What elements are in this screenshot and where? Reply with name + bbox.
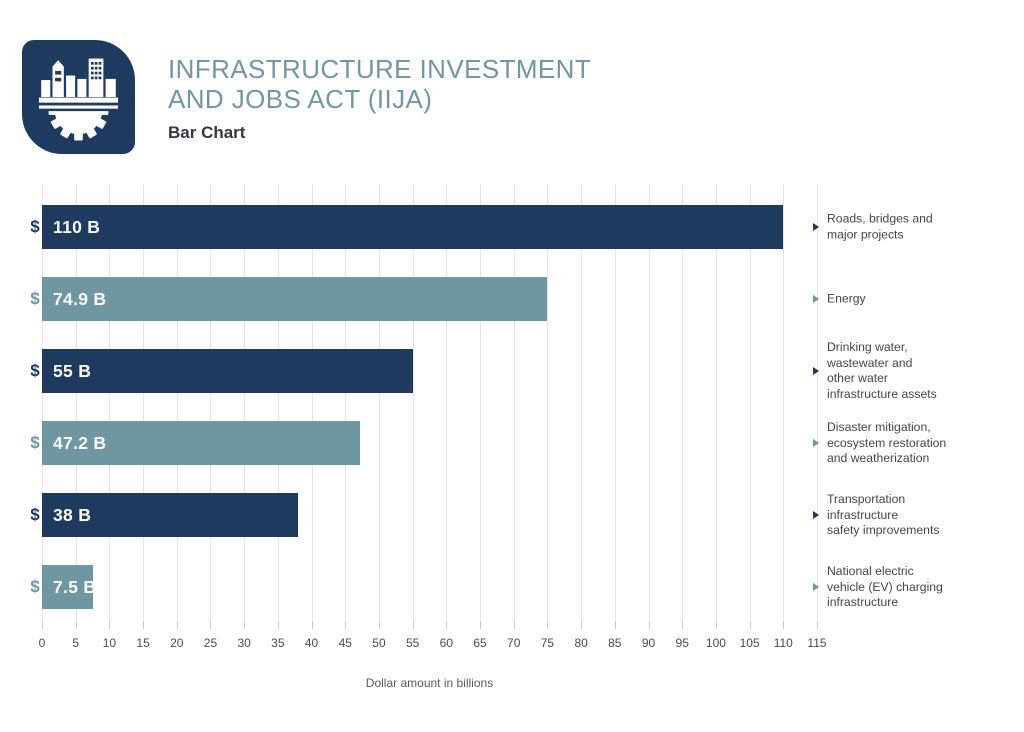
x-tick-label: 40 [304, 636, 319, 650]
category-label-line: infrastructure [827, 507, 899, 522]
x-tick-label: 80 [574, 636, 588, 650]
category-label-line: infrastructure [827, 594, 899, 609]
bar-value-label: 110 B [53, 216, 101, 237]
category-label-line: Energy [827, 291, 866, 306]
category-label-line: Disaster mitigation, [827, 419, 931, 434]
gridline [143, 184, 144, 622]
gridline [716, 184, 717, 622]
bar [42, 277, 547, 321]
category-label [827, 420, 1012, 467]
x-tick-mark [345, 622, 346, 629]
x-tick-mark [413, 622, 414, 629]
bar [42, 205, 783, 249]
x-tick-label: 100 [705, 636, 726, 650]
gridline [278, 184, 279, 622]
arrow-marker-icon [813, 367, 819, 375]
gridline [547, 184, 548, 622]
gridline [817, 184, 818, 622]
gridline [76, 184, 77, 622]
gridline [581, 184, 582, 622]
gridline [244, 184, 245, 622]
category-label-line: vehicle (EV) charging [827, 579, 943, 594]
x-tick-mark [581, 622, 582, 629]
category-label-line: Drinking water, [827, 340, 908, 354]
category-label [827, 564, 1012, 611]
x-tick-mark [109, 622, 110, 629]
gridline [649, 184, 650, 622]
page-title [168, 54, 591, 114]
category-label-line: Transportation [827, 491, 906, 506]
currency-symbol: $ [30, 217, 40, 236]
x-tick-label: 15 [136, 636, 150, 650]
gridline [312, 184, 313, 622]
x-tick-label: 90 [641, 636, 656, 650]
x-tick-label: 115 [807, 636, 827, 650]
category-label-line: safety improvements [827, 522, 940, 537]
x-tick-label: 0 [38, 636, 46, 650]
x-tick-mark [177, 622, 178, 629]
bar [42, 493, 298, 537]
bar [42, 421, 360, 465]
category-label [827, 212, 1012, 243]
x-tick-mark [649, 622, 650, 629]
x-tick-mark [750, 622, 751, 629]
currency-symbol: $ [30, 361, 40, 380]
currency-symbol: $ [30, 577, 40, 596]
x-tick-label: 110 [773, 636, 793, 650]
category-label-line: and weatherization [827, 450, 930, 465]
category-label [827, 340, 1012, 402]
x-tick-label: 5 [72, 636, 80, 650]
bar-value-label: 74.9 B [53, 288, 107, 309]
x-tick-mark [76, 622, 77, 629]
arrow-marker-icon [813, 223, 819, 231]
category-label-line: infrastructure assets [827, 386, 937, 401]
x-tick-label: 50 [372, 636, 386, 650]
category-label-line: National electric [827, 563, 914, 578]
category-label [827, 492, 1012, 539]
gridline [345, 184, 346, 622]
x-tick-label: 20 [170, 636, 184, 650]
bar-value-label: 55 B [53, 360, 92, 381]
x-tick-label: 35 [271, 636, 285, 650]
logo [22, 40, 135, 154]
gridline [446, 184, 447, 622]
gridline [615, 184, 616, 622]
x-tick-label: 65 [473, 636, 487, 650]
x-tick-mark [682, 622, 683, 629]
title-block [168, 54, 591, 143]
x-tick-mark [379, 622, 380, 629]
gridline [379, 184, 380, 622]
x-tick-label: 10 [102, 636, 117, 650]
category-label [827, 291, 1012, 307]
gridline [514, 184, 515, 622]
x-tick-mark [42, 622, 43, 629]
gridline [177, 184, 178, 622]
bar-value-label: 47.2 B [53, 432, 107, 453]
x-axis-title: Dollar amount in billions [365, 676, 494, 690]
arrow-marker-icon [813, 439, 819, 447]
x-tick-mark [480, 622, 481, 629]
category-label-line: other water [827, 371, 888, 385]
x-tick-mark [783, 622, 784, 629]
category-label-line: wastewater and [827, 355, 913, 370]
currency-symbol: $ [30, 289, 40, 308]
city-buildings-gear-icon [22, 40, 135, 154]
gridline [480, 184, 481, 622]
page-title-line2: AND JOBS ACT (IIJA) [168, 84, 433, 114]
bar [42, 565, 97, 609]
arrow-marker-icon [813, 583, 819, 591]
x-tick-label: 75 [540, 636, 555, 650]
x-tick-mark [278, 622, 279, 629]
category-label-line: ecosystem restoration [827, 435, 947, 450]
x-tick-label: 30 [237, 636, 251, 650]
page-title-line1: INFRASTRUCTURE INVESTMENT [168, 54, 592, 84]
currency-symbol: $ [30, 505, 40, 524]
x-tick-mark [244, 622, 245, 629]
bar [42, 349, 413, 393]
gridline [682, 184, 683, 622]
bar-value-label: 7.5 B [53, 576, 97, 597]
x-tick-label: 85 [608, 636, 622, 650]
gridline [109, 184, 110, 622]
x-tick-label: 55 [405, 636, 420, 650]
x-tick-mark [716, 622, 717, 629]
bar-value-label: 38 B [53, 504, 92, 525]
gridline [42, 184, 43, 622]
currency-symbol: $ [30, 433, 40, 452]
x-tick-mark [210, 622, 211, 629]
x-tick-mark [446, 622, 447, 629]
x-tick-label: 105 [739, 636, 760, 650]
category-label-line: major projects [827, 227, 904, 241]
x-tick-label: 25 [203, 636, 218, 650]
x-tick-mark [615, 622, 616, 629]
x-tick-mark [312, 622, 313, 629]
x-tick-label: 70 [507, 636, 521, 650]
x-tick-mark [817, 622, 818, 629]
arrow-marker-icon [813, 511, 819, 519]
x-tick-label: 45 [338, 636, 352, 650]
gridline [413, 184, 414, 622]
arrow-marker-icon [813, 295, 819, 303]
chart-subtitle: Bar Chart [168, 123, 246, 142]
x-tick-label: 60 [439, 636, 454, 650]
x-tick-mark [143, 622, 144, 629]
gridline [210, 184, 211, 622]
x-tick-label: 95 [675, 636, 689, 650]
x-tick-mark [514, 622, 515, 629]
gridline [750, 184, 751, 622]
gridline [783, 184, 784, 622]
x-tick-mark [547, 622, 548, 629]
category-label-line: Roads, bridges and [827, 211, 933, 226]
